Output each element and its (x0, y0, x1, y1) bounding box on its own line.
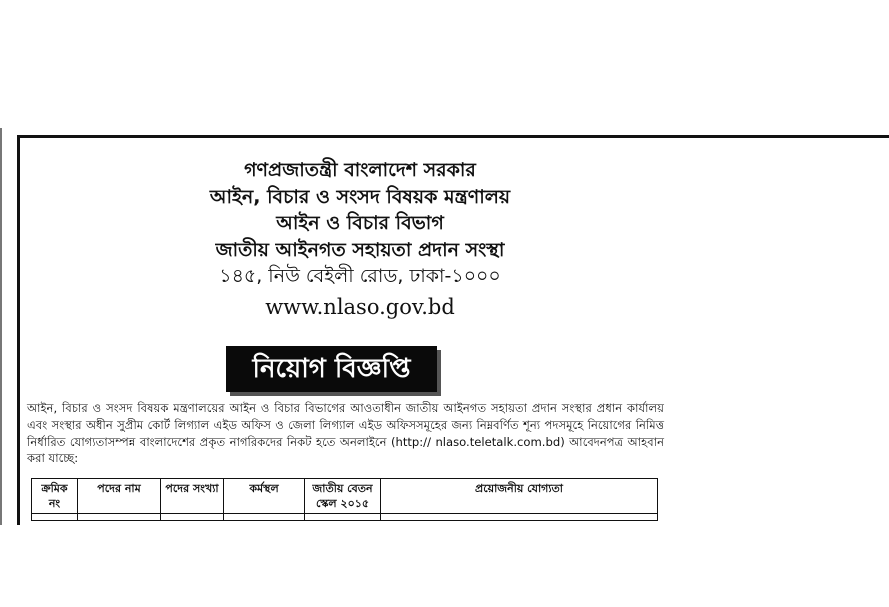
col-qualification: প্রয়োজনীয় যোগ্যতা (381, 479, 658, 514)
notice-border-left (17, 135, 20, 525)
scan-edge-line (0, 128, 2, 528)
agency-name: জাতীয় আইনগত সহায়তা প্রদান সংস্থা (215, 238, 505, 261)
government-name: গণপ্রজাতন্ত্রী বাংলাদেশ সরকার (244, 159, 476, 181)
col-post-name: পদের নাম (78, 479, 161, 514)
posts-table (31, 478, 658, 521)
division-name: আইন ও বিচার বিভাগ (276, 212, 444, 234)
notice-title: নিয়োগ বিজ্ঞপ্তি (226, 346, 437, 392)
table-cell (161, 514, 224, 521)
page-bottom-blank (0, 525, 889, 607)
table-cell (32, 514, 78, 521)
col-pay-scale: জাতীয় বেতন স্কেল ২০১৫ (305, 479, 381, 514)
table-cell (78, 514, 161, 521)
table-row (32, 514, 658, 521)
table-header-row (32, 479, 658, 514)
notice-intro-paragraph: আইন, বিচার ও সংসদ বিষয়ক মন্ত্রণালয়ের আইন ও বিচার বিভাগের আওতাধীন জাতীয় আইনগত সহায়তা প্রদান সংস্থার প্রধান কার্যালয় এবং সংস্থার অধীন সুপ্রীম কোর্ট লিগ্যাল এইড অফিস ও জেলা লিগ্যাল এইড অফিসসমূহের জন্য নিম্নবর্ণিত শূন্য পদসমূহে নিয়োগের নিমিত্ত নির্ধারিত যোগ্যতাসম্পন্ন বাংলাদেশের প্রকৃত নাগরিকদের নিকট হতে অনলাইনে (http:// nlaso.teletalk.com.bd) আবেদনপত্র আহবান করা যাচ্ছে: (27, 401, 664, 466)
table-cell (381, 514, 658, 521)
table-cell (224, 514, 305, 521)
col-workplace: কর্মস্থল (224, 479, 305, 514)
col-post-count: পদের সংখ্যা (161, 479, 224, 514)
agency-address: ১৪৫, নিউ বেইলী রোড, ঢাকা-১০০০ (219, 265, 501, 287)
col-serial-no: ক্রমিক নং (32, 479, 78, 514)
agency-website: www.nlaso.gov.bd (265, 294, 455, 319)
notice-border-top (17, 135, 889, 138)
table-cell (305, 514, 381, 521)
ministry-name: আইন, বিচার ও সংসদ বিষয়ক মন্ত্রণালয় (209, 185, 511, 208)
organization-header (205, 157, 515, 322)
